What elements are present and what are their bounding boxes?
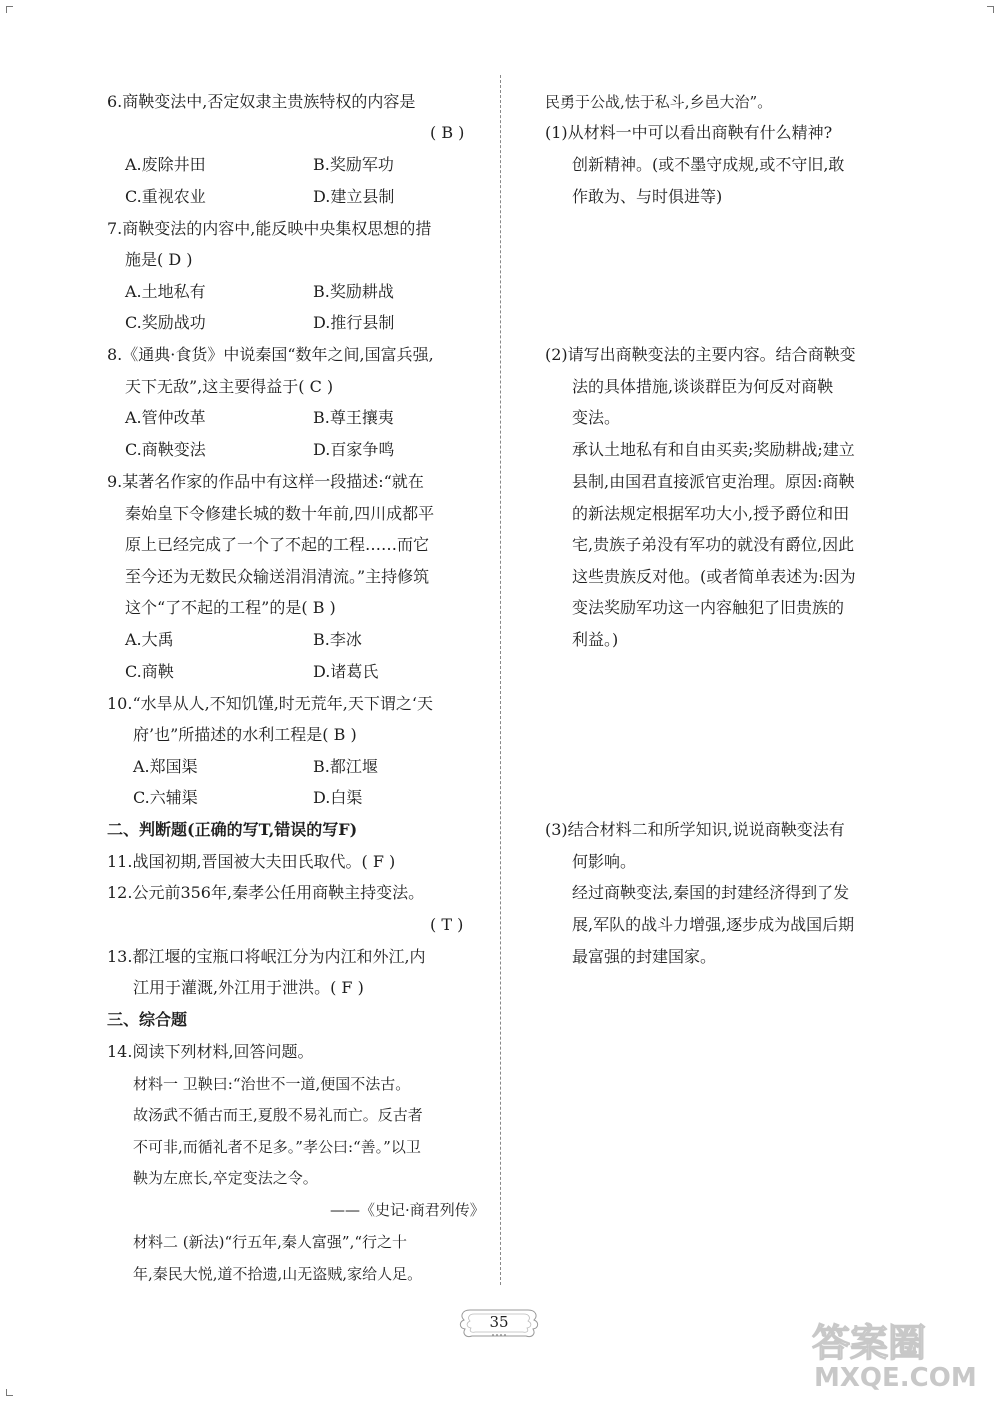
left-text-line: 13.都江堰的宝瓶口将岷江分为内江和外江,内 [107, 947, 426, 966]
left-text-line: B.都江堰 [313, 757, 378, 776]
watermark-url-text: MXQE.COM [814, 1363, 977, 1393]
right-text-line: (1)从材料一中可以看出商鞅有什么精神? [545, 123, 833, 142]
left-text-line: A.管仲改革 [125, 408, 206, 427]
corner-mark-top-right [987, 6, 994, 13]
left-text-line: C.商鞅 [125, 662, 174, 681]
left-text-line: 至今还为无数民众输送涓涓清流。”主持修筑 [125, 567, 430, 586]
right-text-line: 变法。 [572, 408, 621, 427]
left-text-line: C.重视农业 [125, 187, 206, 206]
left-text-line: B.李冰 [313, 630, 362, 649]
right-text-line: 的新法规定根据军功大小,授予爵位和田 [572, 504, 850, 523]
left-text-line: 年,秦民大悦,道不拾遗,山无盗贼,家给人足。 [133, 1265, 423, 1283]
left-text-line: 12.公元前356年,秦孝公任用商鞅主持变法。 [107, 883, 425, 902]
right-text-line: 展,军队的战斗力增强,逐步成为战国后期 [572, 915, 855, 934]
left-text-line: 材料二 (新法)“行五年,秦人富强”,“行之十 [133, 1233, 408, 1251]
left-text-line: 三、综合题 [107, 1010, 188, 1029]
right-text-line: 最富强的封建国家。 [572, 947, 717, 966]
right-text-line: 县制,由国君直接派官吏治理。原因:商鞅 [572, 472, 855, 491]
left-text-line: D.推行县制 [313, 313, 395, 332]
left-text-line: 鞅为左庶长,卒定变法之令。 [133, 1169, 318, 1187]
left-text-line: 材料一 卫鞅曰:“治世不一道,便国不法古。 [133, 1075, 411, 1093]
corner-mark-top-left [6, 6, 13, 13]
left-text-line: C.六辅渠 [133, 788, 198, 807]
left-text-line: D.建立县制 [313, 187, 395, 206]
left-text-line: 施是( D ) [125, 250, 193, 269]
watermark-logo [802, 1314, 992, 1394]
left-text-line: 二、判断题(正确的写T,错误的写F) [107, 820, 358, 839]
left-text-line: 9.某著名作家的作品中有这样一段描述:“就在 [107, 472, 424, 491]
right-text-line: 何影响。 [572, 852, 637, 871]
left-text-line: 8.《通典·食货》中说秦国“数年之间,国富兵强, [107, 345, 434, 364]
left-text-line: C.商鞅变法 [125, 440, 206, 459]
left-text-line: ( B ) [430, 123, 465, 142]
left-text-line: D.白渠 [313, 788, 363, 807]
left-text-line: 10.“水旱从人,不知饥馑,时无荒年,天下谓之‘天 [107, 694, 433, 713]
right-text-line: (3)结合材料二和所学知识,说说商鞅变法有 [545, 820, 845, 839]
left-text-line: A.废除井田 [125, 155, 206, 174]
left-text-line: 14.阅读下列材料,回答问题。 [107, 1042, 314, 1061]
left-text-line: A.土地私有 [125, 282, 206, 301]
right-text-line: 民勇于公战,怯于私斗,乡邑大治”。 [545, 93, 773, 111]
left-text-line: B.尊王攘夷 [313, 408, 394, 427]
right-text-line: 创新精神。(或不墨守成规,或不守旧,敢 [572, 155, 845, 174]
left-text-line: B.奖励军功 [313, 155, 394, 174]
column-divider [500, 75, 501, 1285]
left-text-line: A.大禹 [125, 630, 174, 649]
right-text-line: 利益。) [572, 630, 619, 649]
watermark-logo-icon [802, 1314, 992, 1394]
page-number: 35 [489, 1313, 509, 1331]
left-text-line: D.百家争鸣 [313, 440, 395, 459]
left-text-line: D.诸葛氏 [313, 662, 379, 681]
corner-mark-bottom-left [6, 1389, 13, 1396]
left-text-line: B.奖励耕战 [313, 282, 394, 301]
left-text-line: 府’也”所描述的水利工程是( B ) [133, 725, 357, 744]
left-text-line: 6.商鞅变法中,否定奴隶主贵族特权的内容是 [107, 92, 416, 111]
right-text-line: 作敢为、与时俱进等) [572, 187, 723, 206]
left-text-line: 7.商鞅变法的内容中,能反映中央集权思想的措 [107, 219, 432, 238]
left-text-line: A.郑国渠 [133, 757, 198, 776]
left-text-line: 秦始皇下令修建长城的数十年前,四川成都平 [125, 504, 435, 523]
right-text-line: 法的具体措施,谈谈群臣为何反对商鞅 [572, 377, 834, 396]
left-text-line: 不可非,而循礼者不足多。”孝公曰:“善。”以卫 [133, 1138, 421, 1156]
left-text-line: 天下无敌”,这主要得益于( C ) [125, 377, 334, 396]
left-text-line: 11.战国初期,晋国被大夫田氏取代。( F ) [107, 852, 396, 871]
left-text-line: 原上已经完成了一个了不起的工程……而它 [125, 535, 430, 554]
right-text-line: 宅,贵族子弟没有军功的就没有爵位,因此 [572, 535, 855, 554]
right-text-line: (2)请写出商鞅变法的主要内容。结合商鞅变 [545, 345, 856, 364]
left-text-line: 故汤武不循古而王,夏殷不易礼而亡。反古者 [133, 1106, 423, 1124]
left-text-line: 江用于灌溉,外江用于泄洪。( F ) [133, 978, 364, 997]
page-number-badge [456, 1302, 542, 1344]
right-text-line: 经过商鞅变法,秦国的封建经济得到了发 [572, 883, 850, 902]
left-text-line: C.奖励战功 [125, 313, 206, 332]
left-text-line: ——《史记·商君列传》 [330, 1201, 485, 1219]
right-text-line: 变法奖励军功这一内容触犯了旧贵族的 [572, 598, 845, 617]
right-text-line: 这些贵族反对他。(或者简单表述为:因为 [572, 567, 856, 586]
left-text-line: 这个“了不起的工程”的是( B ) [125, 598, 336, 617]
watermark-logo-text: 答案圈 [812, 1321, 927, 1365]
left-text-line: ( T ) [430, 915, 464, 934]
right-text-line: 承认土地私有和自由买卖;奖励耕战;建立 [572, 440, 855, 459]
